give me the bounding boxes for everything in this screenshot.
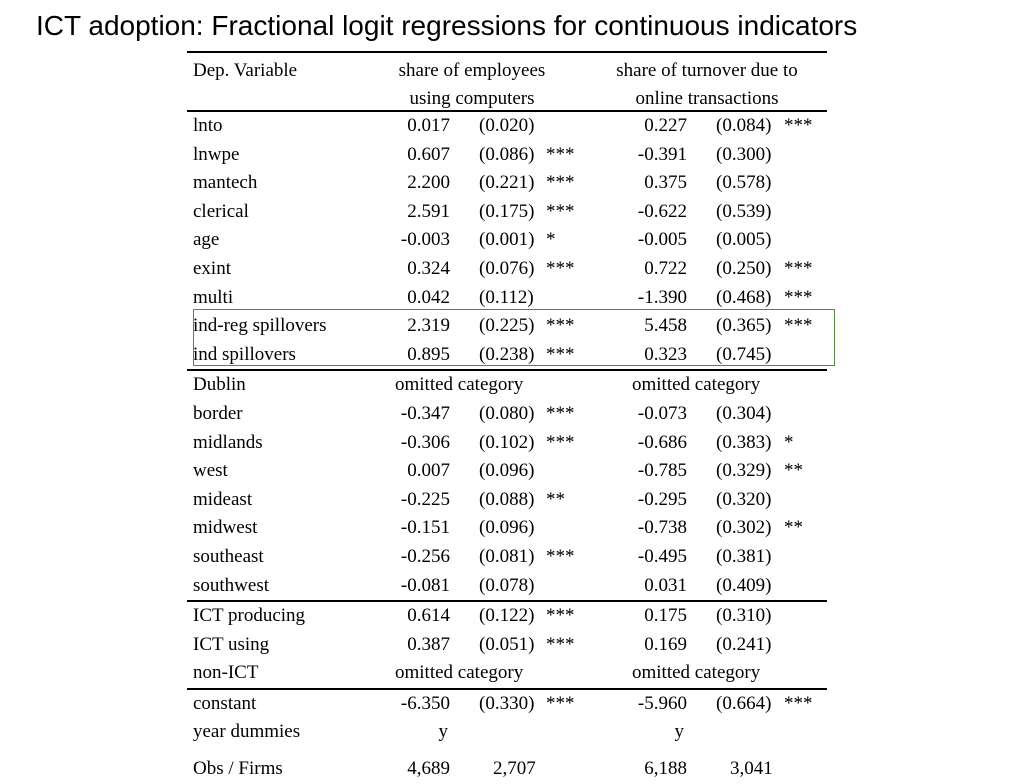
stderr-col1: (0.122) <box>479 605 535 627</box>
obs-col1: 4,689 <box>407 758 450 780</box>
stderr-col1: (0.221) <box>479 172 535 194</box>
coef-col2: -0.005 <box>637 229 687 251</box>
stderr-col1: (0.102) <box>479 431 535 453</box>
stderr-col2: (0.302) <box>716 517 772 539</box>
row-label: clerical <box>193 200 249 222</box>
col1-header-line1: share of employees <box>398 60 546 81</box>
stderr-col1: (0.330) <box>479 692 535 714</box>
coef-col2: 0.323 <box>644 343 687 365</box>
stderr-col2: (0.310) <box>716 605 772 627</box>
row-label: border <box>193 402 243 424</box>
stderr-col2: (0.383) <box>716 431 772 453</box>
stars-col1: *** <box>546 257 575 279</box>
stars-col2: * <box>784 431 794 453</box>
coef-col1: 0.895 <box>407 343 450 365</box>
coef-col2: 5.458 <box>644 315 687 337</box>
table-row <box>187 226 827 255</box>
row-label: midwest <box>193 517 258 539</box>
table-row <box>187 169 827 198</box>
row-label: Obs / Firms <box>193 758 283 780</box>
stderr-col2: (0.304) <box>716 402 772 424</box>
stderr-col2: (0.381) <box>716 545 772 567</box>
row-label: ICT producing <box>193 605 306 627</box>
stars-col1: *** <box>546 692 575 714</box>
stars-col1: ** <box>546 488 565 510</box>
coef-col1: 0.607 <box>407 143 450 165</box>
table-row <box>187 600 827 631</box>
coef-col2: -0.738 <box>637 517 687 539</box>
stderr-col1: (0.088) <box>479 488 535 510</box>
table-row <box>187 572 827 601</box>
dep-variable-header: Dep. Variable <box>193 60 298 81</box>
row-label: west <box>193 460 228 482</box>
stderr-col2: (0.084) <box>716 115 772 136</box>
table-row <box>187 255 827 284</box>
firms-col2: 3,041 <box>730 758 773 780</box>
coef-col1: -0.081 <box>400 574 450 596</box>
col1-header <box>377 57 567 113</box>
stderr-col1: (0.175) <box>479 200 535 222</box>
row-label: age <box>193 229 220 251</box>
table-row <box>187 429 827 458</box>
row-label: mantech <box>193 172 258 194</box>
coef-col2: -1.390 <box>637 286 687 308</box>
coef-col1: 0.042 <box>407 286 450 308</box>
row-label: ind-reg spillovers <box>193 315 327 337</box>
table-row <box>187 543 827 572</box>
coef-col1: 0.324 <box>407 257 450 279</box>
stars-col2: *** <box>784 286 813 308</box>
coef-col2: -0.495 <box>637 545 687 567</box>
stderr-col2: (0.539) <box>716 200 772 222</box>
row-label: Dublin <box>193 374 246 396</box>
coef-col2: 0.227 <box>644 115 687 136</box>
coef-col2: -5.960 <box>637 692 687 714</box>
stars-col1: *** <box>546 633 575 655</box>
row-label: lnwpe <box>193 143 240 165</box>
coef-col2: -0.686 <box>637 431 687 453</box>
stars-col2: *** <box>784 115 813 136</box>
stderr-col2: (0.664) <box>716 692 772 714</box>
row-label: multi <box>193 286 234 308</box>
coef-col1: -0.306 <box>400 431 450 453</box>
table-row <box>187 284 827 313</box>
omitted-category-col1: omitted category <box>395 662 524 684</box>
firms-col1: 2,707 <box>493 758 536 780</box>
highlight-box <box>193 309 835 366</box>
stars-col2: ** <box>784 517 803 539</box>
stars-col2: ** <box>784 460 803 482</box>
row-label: ICT using <box>193 633 270 655</box>
stderr-col1: (0.086) <box>479 143 535 165</box>
stderr-col2: (0.409) <box>716 574 772 596</box>
table-row <box>187 718 827 747</box>
row-label: lnto <box>193 115 223 136</box>
stderr-col2: (0.329) <box>716 460 772 482</box>
col2-header-line1: share of turnover due to <box>616 60 798 81</box>
stderr-col2: (0.745) <box>716 343 772 365</box>
stderr-col1: (0.001) <box>479 229 535 251</box>
coef-col2: 0.722 <box>644 257 687 279</box>
stderr-col2: (0.365) <box>716 315 772 337</box>
stderr-col2: (0.250) <box>716 257 772 279</box>
table-row <box>187 400 827 429</box>
coef-col2: -0.622 <box>637 200 687 222</box>
row-label: non-ICT <box>193 662 259 684</box>
table-row <box>187 112 827 141</box>
coef-col1: 0.007 <box>407 460 450 482</box>
col1-header-line2: using computers <box>409 88 535 109</box>
table-row <box>187 141 827 170</box>
coef-col1: 0.614 <box>407 605 450 627</box>
stderr-col1: (0.096) <box>479 460 535 482</box>
stderr-col2: (0.578) <box>716 172 772 194</box>
omitted-category-col2: omitted category <box>632 662 761 684</box>
year-dummies-col2: y <box>674 721 684 743</box>
table-header <box>187 51 827 112</box>
stderr-col1: (0.225) <box>479 315 535 337</box>
stderr-col1: (0.238) <box>479 343 535 365</box>
row-label: exint <box>193 257 231 279</box>
stderr-col2: (0.320) <box>716 488 772 510</box>
table-row <box>187 369 827 400</box>
coef-col2: -0.295 <box>637 488 687 510</box>
table-row <box>187 631 827 660</box>
coef-col1: -6.350 <box>400 692 450 714</box>
coef-col1: -0.003 <box>400 229 450 251</box>
row-label: year dummies <box>193 721 301 743</box>
coef-col1: -0.256 <box>400 545 450 567</box>
row-label: southwest <box>193 574 269 596</box>
stars-col1: *** <box>546 605 575 627</box>
stderr-col2: (0.005) <box>716 229 772 251</box>
table-row <box>187 457 827 486</box>
coef-col2: 0.031 <box>644 574 687 596</box>
stderr-col1: (0.080) <box>479 402 535 424</box>
stderr-col1: (0.076) <box>479 257 535 279</box>
stars-col1: *** <box>546 343 575 365</box>
coef-col2: 0.169 <box>644 633 687 655</box>
row-label: constant <box>193 692 257 714</box>
obs-col2: 6,188 <box>644 758 687 780</box>
coef-col2: -0.391 <box>637 143 687 165</box>
regression-table <box>187 51 827 784</box>
stderr-col1: (0.081) <box>479 545 535 567</box>
stars-col1: *** <box>546 402 575 424</box>
stars-col2: *** <box>784 315 813 337</box>
coef-col1: 0.017 <box>407 115 450 136</box>
coef-col1: -0.225 <box>400 488 450 510</box>
stderr-col2: (0.300) <box>716 143 772 165</box>
omitted-category-col1: omitted category <box>395 374 524 396</box>
col2-header <box>587 57 827 113</box>
coef-col2: 0.375 <box>644 172 687 194</box>
coef-col1: 2.200 <box>407 172 450 194</box>
row-label: ind spillovers <box>193 343 296 365</box>
table-row <box>187 514 827 543</box>
coef-col2: -0.785 <box>637 460 687 482</box>
coef-col1: -0.151 <box>400 517 450 539</box>
stars-col1: *** <box>546 315 575 337</box>
obs-firms-row <box>187 755 827 784</box>
coef-col2: 0.175 <box>644 605 687 627</box>
row-label: southeast <box>193 545 264 567</box>
table-row <box>187 198 827 227</box>
stderr-col1: (0.020) <box>479 115 535 136</box>
table-row <box>187 486 827 515</box>
stars-col1: *** <box>546 143 575 165</box>
col2-header-line2: online transactions <box>635 88 779 109</box>
table-body <box>187 112 827 747</box>
stars-col1: * <box>546 229 556 251</box>
year-dummies-col1: y <box>438 721 448 743</box>
stderr-col1: (0.078) <box>479 574 535 596</box>
coef-col1: -0.347 <box>400 402 450 424</box>
table-row <box>187 659 827 688</box>
stderr-col2: (0.468) <box>716 286 772 308</box>
row-label: mideast <box>193 488 253 510</box>
stderr-col1: (0.051) <box>479 633 535 655</box>
coef-col2: -0.073 <box>637 402 687 424</box>
stderr-col1: (0.112) <box>479 286 534 308</box>
stderr-col1: (0.096) <box>479 517 535 539</box>
row-label: midlands <box>193 431 263 453</box>
coef-col1: 2.319 <box>407 315 450 337</box>
stars-col2: *** <box>784 257 813 279</box>
omitted-category-col2: omitted category <box>632 374 761 396</box>
coef-col1: 2.591 <box>407 200 450 222</box>
stderr-col2: (0.241) <box>716 633 772 655</box>
table-row <box>187 688 827 719</box>
slide-title: ICT adoption: Fractional logit regressions for continuous indicators <box>36 10 858 41</box>
coef-col1: 0.387 <box>407 633 450 655</box>
stars-col1: *** <box>546 200 575 222</box>
stars-col1: *** <box>546 431 575 453</box>
stars-col1: *** <box>546 545 575 567</box>
stars-col2: *** <box>784 692 813 714</box>
stars-col1: *** <box>546 172 575 194</box>
